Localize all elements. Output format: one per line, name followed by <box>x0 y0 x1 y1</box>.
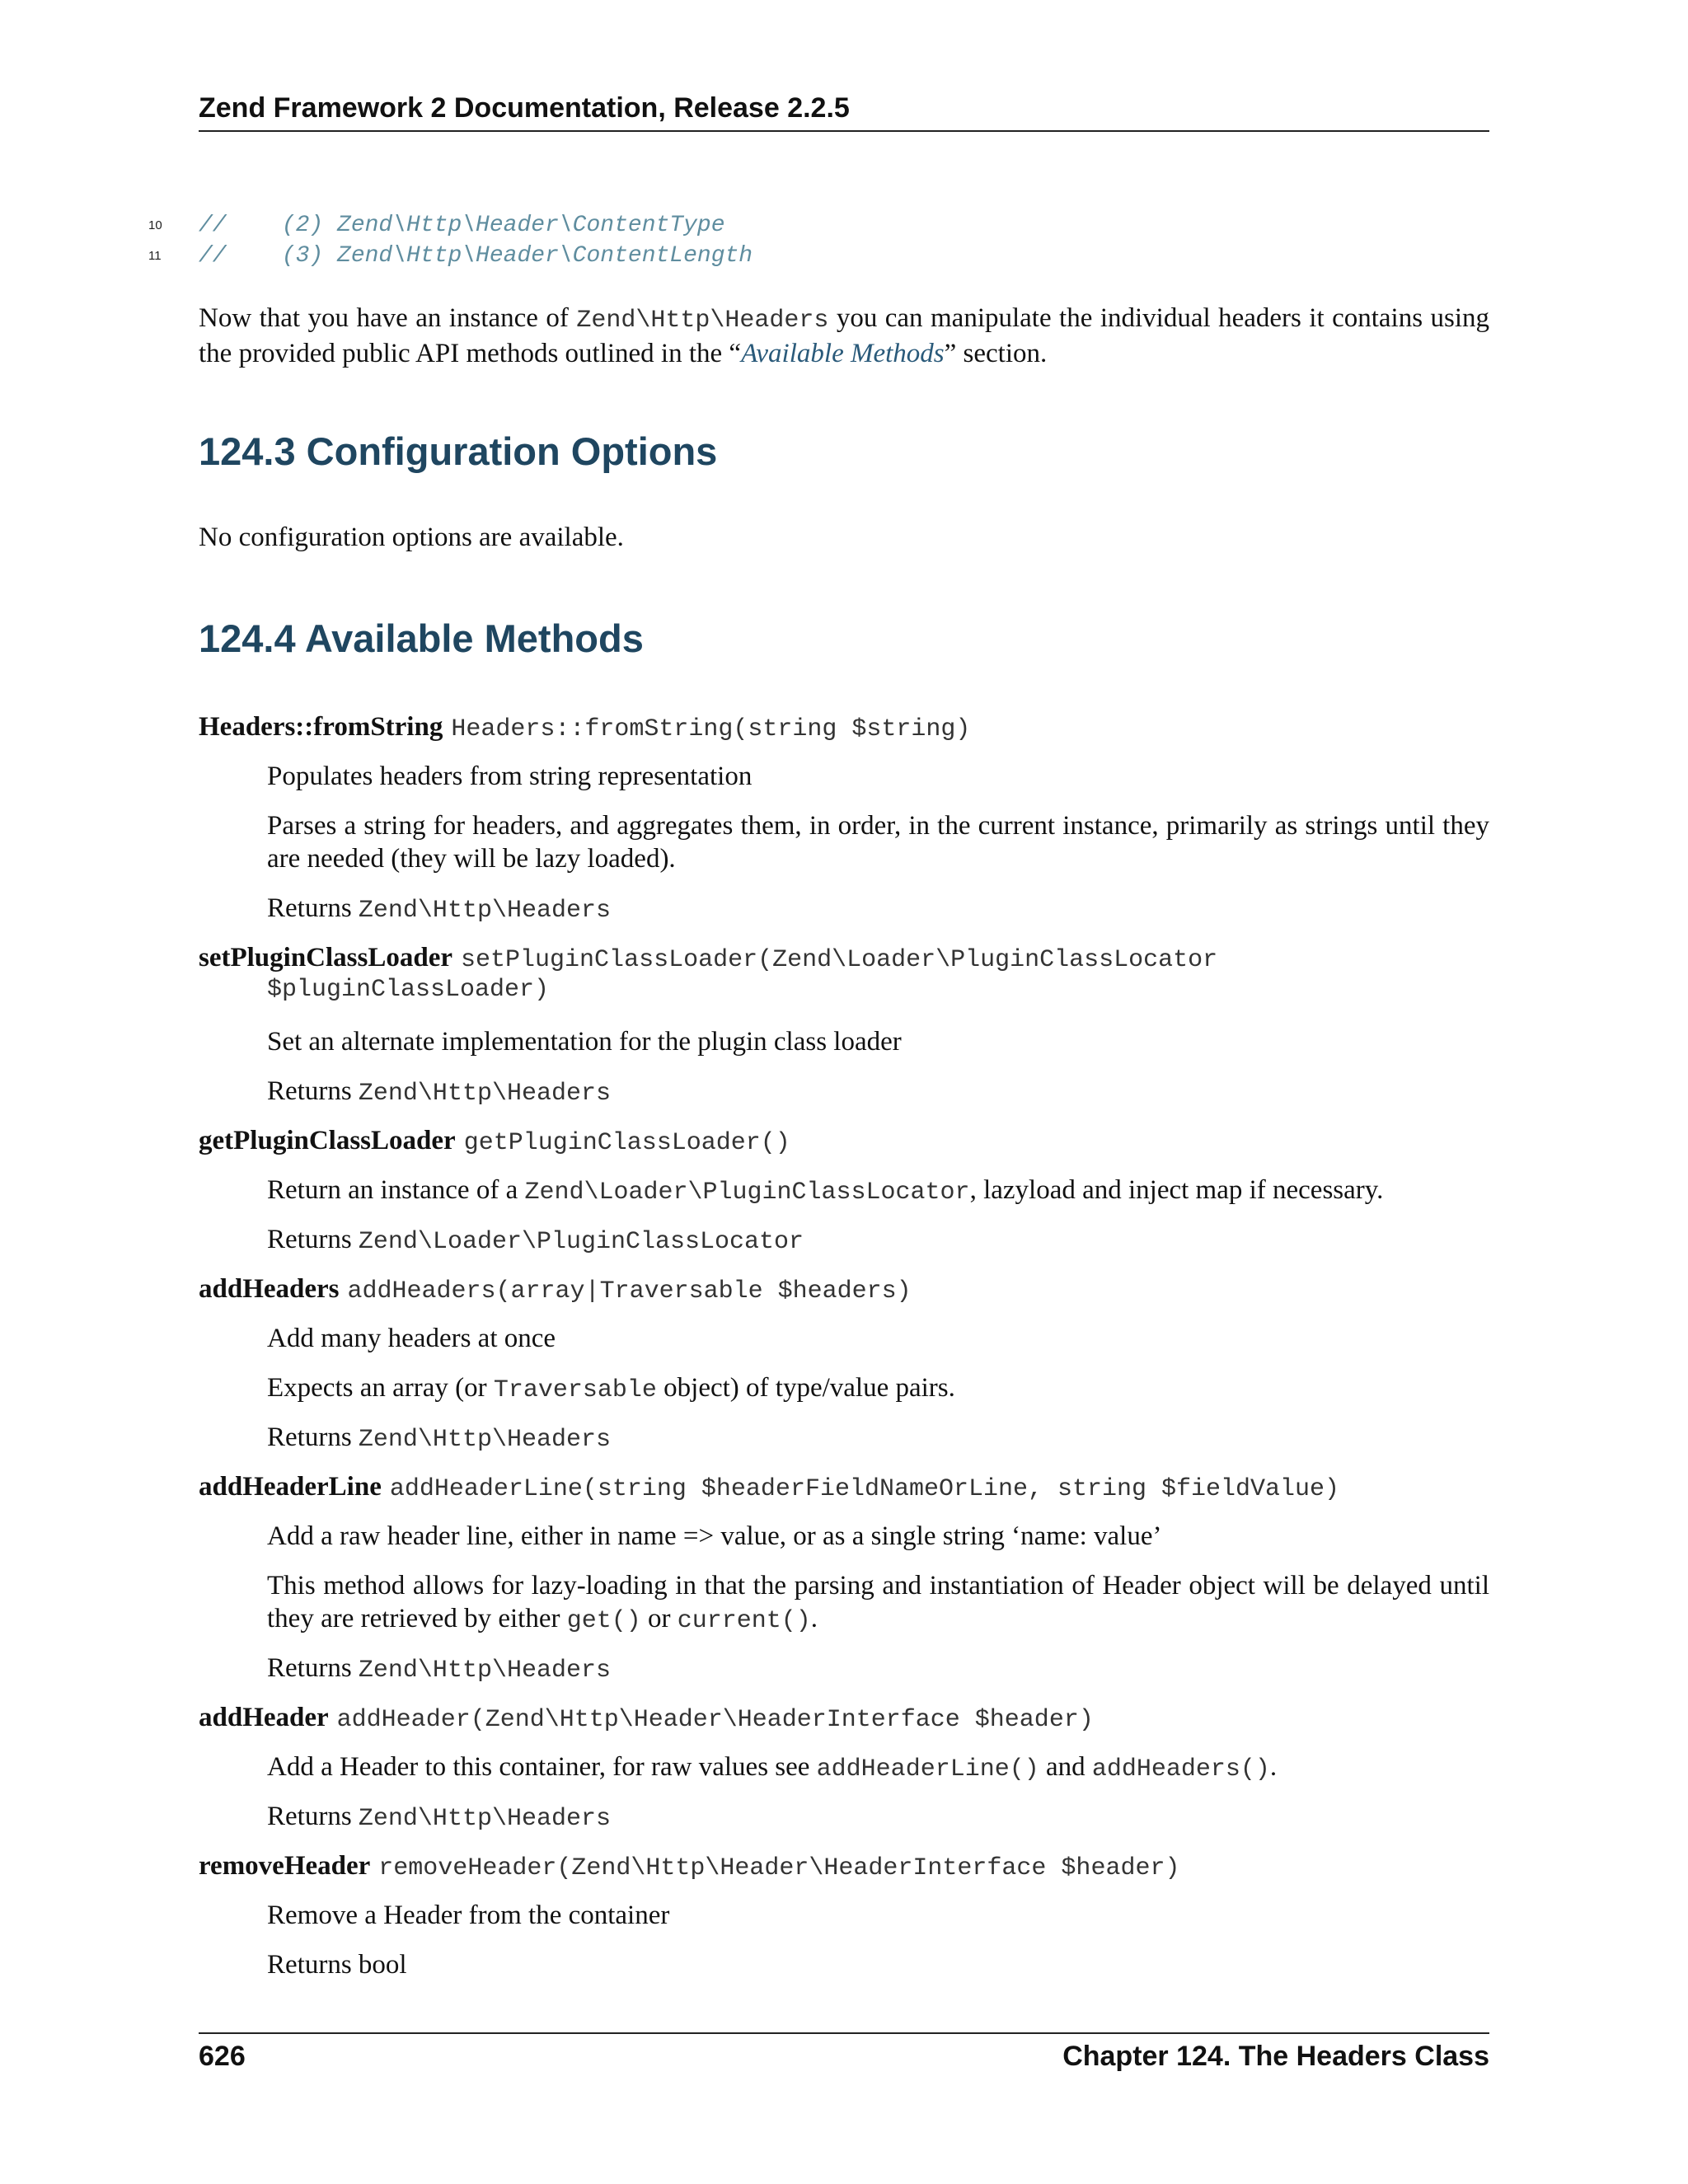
method-name: removeHeader <box>199 1851 371 1881</box>
method-returns <box>267 1652 1489 1687</box>
code-text: // (3) Zend\Http\Header\ContentLength <box>199 243 753 269</box>
method-returns <box>267 1223 1489 1258</box>
returns-type: Zend\Http\Headers <box>358 1805 611 1833</box>
returns-label: Returns <box>267 1422 352 1452</box>
method-name: addHeaders <box>199 1274 340 1304</box>
returns-type: Zend\Http\Headers <box>358 1426 611 1454</box>
method-setPluginClassLoader <box>199 941 1217 977</box>
returns-label: Returns <box>267 893 352 923</box>
method-returns <box>267 1075 1489 1110</box>
chapter-title: Chapter 124. The Headers Class <box>1062 2041 1489 2072</box>
detail-text: Expects an array (or <box>267 1373 494 1403</box>
intro-text: ” section. <box>944 339 1048 368</box>
method-addHeader <box>199 1701 1094 1736</box>
method-removeHeader <box>199 1849 1179 1885</box>
method-fromString <box>199 710 970 746</box>
method-name: Headers::fromString <box>199 712 443 742</box>
inline-code: current() <box>677 1607 811 1635</box>
intro-text: you can manipulate the individual headers it contains using the provided public API methods outlined in the “ <box>199 303 1490 368</box>
method-summary: Populates headers from string representation <box>267 762 753 791</box>
method-returns: Returns bool <box>267 1950 407 1980</box>
inline-code: addHeaders() <box>1091 1755 1270 1783</box>
available-methods-link[interactable]: Available Methods <box>741 339 945 368</box>
method-name: getPluginClassLoader <box>199 1126 456 1155</box>
detail-text: . <box>810 1604 818 1633</box>
detail-text: object) of type/value pairs. <box>656 1373 955 1403</box>
summary-text: . <box>1269 1752 1278 1782</box>
method-getPluginClassLoader <box>199 1124 790 1160</box>
method-summary: Add many headers at once <box>267 1324 556 1353</box>
summary-text: Add a Header to this container, for raw values see <box>267 1752 817 1782</box>
method-returns <box>267 1421 1489 1456</box>
footer-rule <box>199 2032 1489 2034</box>
returns-label: Returns <box>267 1225 352 1254</box>
inline-code: Zend\Loader\PluginClassLocator <box>524 1179 970 1207</box>
method-summary: Set an alternate implementation for the plugin class loader <box>267 1027 902 1057</box>
method-name: addHeader <box>199 1703 329 1732</box>
method-addHeaders <box>199 1272 912 1308</box>
returns-type: Zend\Loader\PluginClassLocator <box>358 1228 804 1256</box>
method-detail <box>267 1569 1489 1638</box>
method-name: addHeaderLine <box>199 1472 382 1502</box>
section-title-methods: 124.4 Available Methods <box>199 616 644 660</box>
method-summary <box>267 1750 1489 1786</box>
page-number: 626 <box>199 2041 246 2072</box>
method-signature-cont: $pluginClassLoader) <box>267 976 550 1004</box>
code-line <box>148 243 753 269</box>
returns-label: Returns <box>267 1802 352 1831</box>
method-signature: getPluginClassLoader() <box>463 1129 790 1157</box>
section-title-configuration: 124.3 Configuration Options <box>199 429 718 473</box>
method-returns <box>267 892 1489 927</box>
summary-text: , lazyload and inject map if necessary. <box>969 1175 1384 1205</box>
line-number: 11 <box>148 249 162 263</box>
inline-code: Zend\Http\Headers <box>576 307 829 335</box>
detail-text: or <box>640 1604 678 1633</box>
summary-text: and <box>1039 1752 1092 1782</box>
inline-code: Traversable <box>493 1376 657 1404</box>
method-summary: Add a raw header line, either in name => value, or as a single string ‘name: value’ <box>267 1521 1162 1551</box>
method-signature: Headers::fromString(string $string) <box>451 715 971 743</box>
returns-label: Returns <box>267 1076 352 1106</box>
intro-text: Now that you have an instance of <box>199 303 577 333</box>
returns-type: Zend\Http\Headers <box>358 1657 611 1685</box>
method-signature: setPluginClassLoader(Zend\Loader\PluginClassLocator <box>461 946 1218 974</box>
method-returns <box>267 1800 1489 1835</box>
intro-paragraph <box>199 302 1489 370</box>
method-signature: removeHeader(Zend\Http\Header\HeaderInterface $header) <box>378 1854 1180 1882</box>
summary-text: Return an instance of a <box>267 1175 525 1205</box>
method-detail <box>267 1371 1489 1407</box>
method-summary <box>267 1174 1489 1209</box>
code-line <box>148 213 725 238</box>
method-detail: Parses a string for headers, and aggregates them, in order, in the current instance, primarily as strings until they are needed (they will be lazy loaded). <box>267 811 1489 874</box>
running-header: Zend Framework 2 Documentation, Release 2.2.5 <box>199 92 850 124</box>
method-signature: addHeader(Zend\Http\Header\HeaderInterface $header) <box>336 1706 1094 1734</box>
inline-code: addHeaderLine() <box>816 1755 1039 1783</box>
returns-label: Returns <box>267 1653 352 1683</box>
configuration-text: No configuration options are available. <box>199 523 624 552</box>
code-text: // (2) Zend\Http\Header\ContentType <box>199 213 725 238</box>
method-signature: addHeaderLine(string $headerFieldNameOrLine, string $fieldValue) <box>389 1475 1340 1503</box>
inline-code: get() <box>566 1607 641 1635</box>
method-signature: addHeaders(array|Traversable $headers) <box>347 1277 912 1305</box>
line-number: 10 <box>148 218 162 232</box>
method-addHeaderLine <box>199 1470 1339 1506</box>
returns-type: Zend\Http\Headers <box>358 1080 611 1108</box>
method-summary: Remove a Header from the container <box>267 1900 670 1930</box>
method-name: setPluginClassLoader <box>199 943 453 972</box>
header-rule <box>199 130 1489 132</box>
returns-type: Zend\Http\Headers <box>358 897 611 925</box>
detail-text: This method allows for lazy-loading in that the parsing and instantiation of Header object will be delayed until they are retrieved by either <box>267 1571 1489 1633</box>
